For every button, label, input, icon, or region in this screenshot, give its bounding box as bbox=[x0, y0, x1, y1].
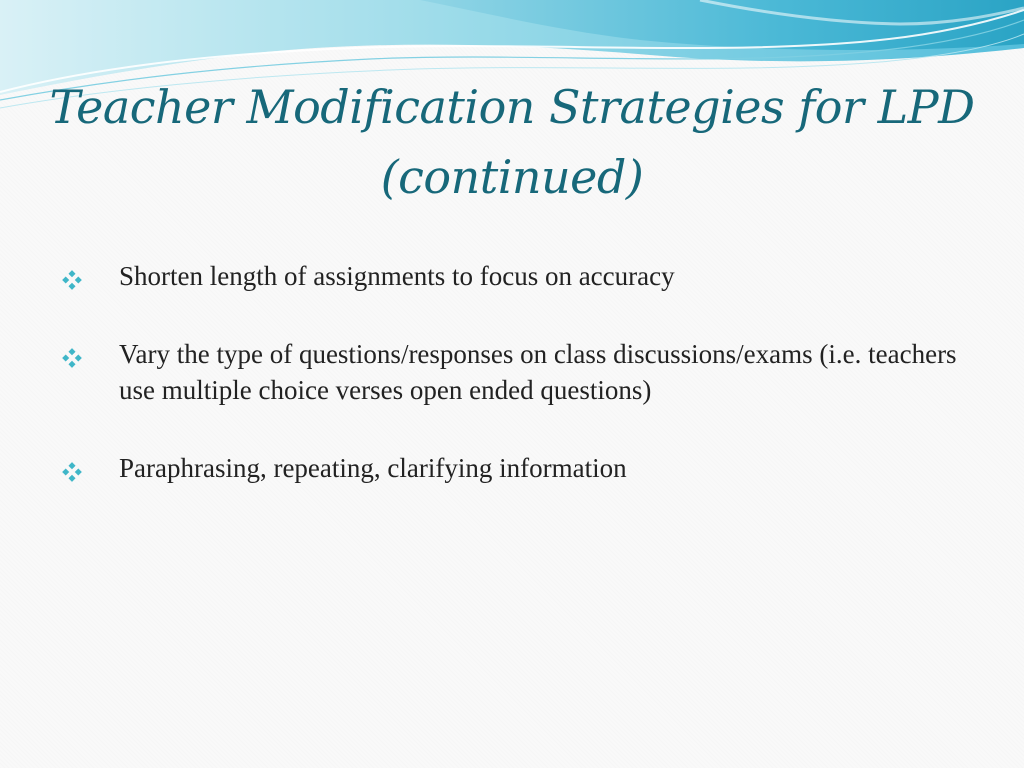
bullet-text: Paraphrasing, repeating, clarifying information bbox=[119, 453, 627, 483]
bullet-text: Shorten length of assignments to focus on accuracy bbox=[119, 261, 675, 291]
diamond-bullet-icon bbox=[62, 348, 82, 368]
bullet-item bbox=[60, 258, 960, 294]
bullet-item bbox=[60, 450, 960, 486]
slide-title: Teacher Modification Strategies for LPD (continued) bbox=[49, 80, 975, 204]
diamond-bullet-icon bbox=[62, 462, 82, 482]
bullet-item bbox=[60, 336, 960, 408]
diamond-bullet-icon bbox=[62, 270, 82, 290]
bullet-list bbox=[60, 258, 960, 528]
bullet-text: Vary the type of questions/responses on class discussions/exams (i.e. teachers use multiple choice verses open ended questions) bbox=[119, 339, 957, 405]
